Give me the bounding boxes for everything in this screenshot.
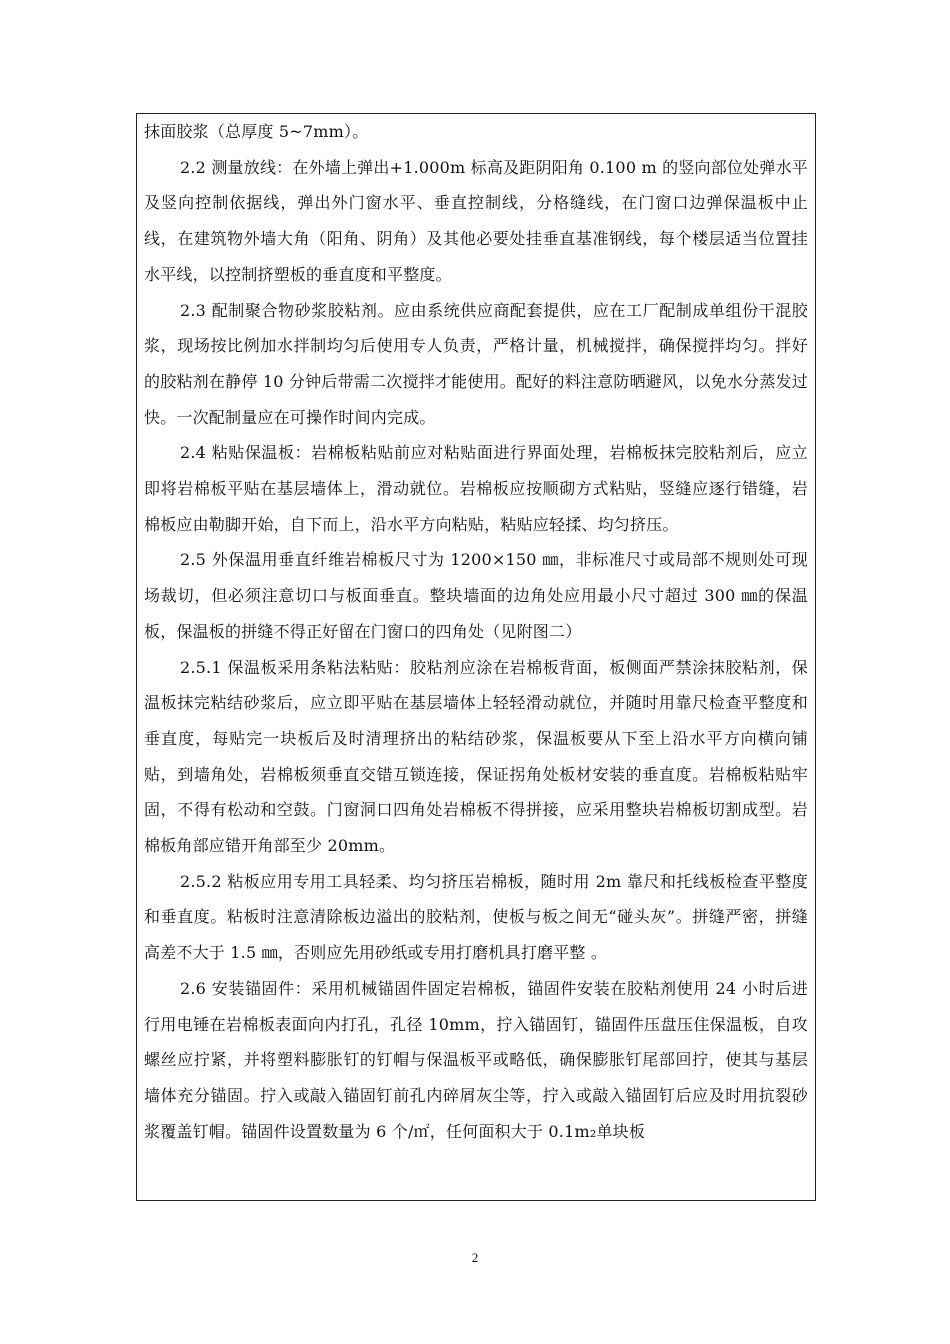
- paragraph-2-3-mortar-preparation: 2.3 配制聚合物砂浆胶粘剂。应由系统供应商配套提供，应在工厂配制成单组份干混胶浆，现场按比例加水拌制均匀后使用专人负责，严格计量，机械搅拌，确保搅拌均匀。拌好的胶粘剂在静停 10 分钟后带需二次搅拌才能使用。配好的料注意防晒避风，以免水分蒸发过快。一次配制量应在可操作时间内完成。: [144, 300, 808, 427]
- paragraph-2-2-survey-layout: 2.2 测量放线：在外墙上弹出+1.000m 标高及距阴阳角 0.100 m 的竖向部位处弹水平及竖向控制依据线，弹出外门窗水平、垂直控制线，分格缝线，在门窗口边弹保温板中止线，在建筑物外墙大角（阳角、阴角）及其他必要处挂垂直基准钢线，每个楼层适当位置挂水平线，以控制挤塑板的垂直度和平整度。: [144, 157, 808, 284]
- paragraph-2-4-board-bonding: 2.4 粘贴保温板：岩棉板粘贴前应对粘贴面进行界面处理，岩棉板抹完胶粘剂后，应立即将岩棉板平贴在基层墙体上，滑动就位。岩棉板应按顺砌方式粘贴，竖缝应逐行错缝，岩棉板应由勒脚开始，自下而上，沿水平方向粘贴，粘贴应轻揉、均匀挤压。: [144, 443, 808, 534]
- paragraph-2-5-1-strip-bonding: 2.5.1 保温板采用条粘法粘贴：胶粘剂应涂在岩棉板背面，板侧面严禁涂抹胶粘剂，保温板抹完粘结砂浆后，应立即平贴在基层墙体上轻轻滑动就位，并随时用靠尺检查平整度和垂直度，每贴完一块板后及时清理挤出的粘结砂浆，保温板要从下至上沿水平方向横向铺贴，到墙角处，岩棉板须垂直交错互锁连接，保证拐角处板材安装的垂直度。岩棉板粘贴牢固，不得有松动和空鼓。门窗洞口四角处岩棉板不得拼接，应采用整块岩棉板切割成型。岩棉板角部应错开角部至少 20mm。: [144, 657, 808, 856]
- paragraph-1: 抹面胶浆（总厚度 5~7mm）。: [144, 122, 369, 141]
- paragraph-2-5-2-pressing: 2.5.2 粘板应用专用工具轻柔、均匀挤压岩棉板，随时用 2m 靠尺和托线板检查平整度和垂直度。粘板时注意清除板边溢出的胶粘剂，使板与板之间无“碰头灰”。拼缝严密，拼缝高差不大于 1.5 ㎜，否则应先用砂纸或专用打磨机具打磨平整 。: [144, 871, 808, 963]
- document-body: [144, 114, 808, 1149]
- paragraph-2-5-board-size: 2.5 外保温用垂直纤维岩棉板尺寸为 1200×150 ㎜，非标准尺寸或局部不规则处可现场裁切，但必须注意切口与板面垂直。整块墙面的边角处应用最小尺寸超过 300 ㎜的保温板，保温板的拼缝不得正好留在门窗口的四角处（见附图二）: [144, 550, 808, 641]
- paragraph-2-6-anchors: 2.6 安装锚固件：采用机械锚固件固定岩棉板，锚固件安装在胶粘剂使用 24 小时后进行用电锤在岩棉板表面向内打孔，孔径 10mm，拧入锚固钉，锚固件压盘压住保温板，自攻螺丝应拧紧，并将塑料膨胀钉的钉帽与保温板平或略低，确保膨胀钉尾部回拧，使其与基层墙体充分锚固。拧入或敲入锚固钉前孔内碎屑灰尘等，拧入或敲入锚固钉后应及时用抗裂砂浆覆盖钉帽。锚固件设置数量为 6 个/㎡，任何面积大于 0.1m₂单块板: [144, 978, 808, 1141]
- page-number: 2: [471, 1250, 479, 1265]
